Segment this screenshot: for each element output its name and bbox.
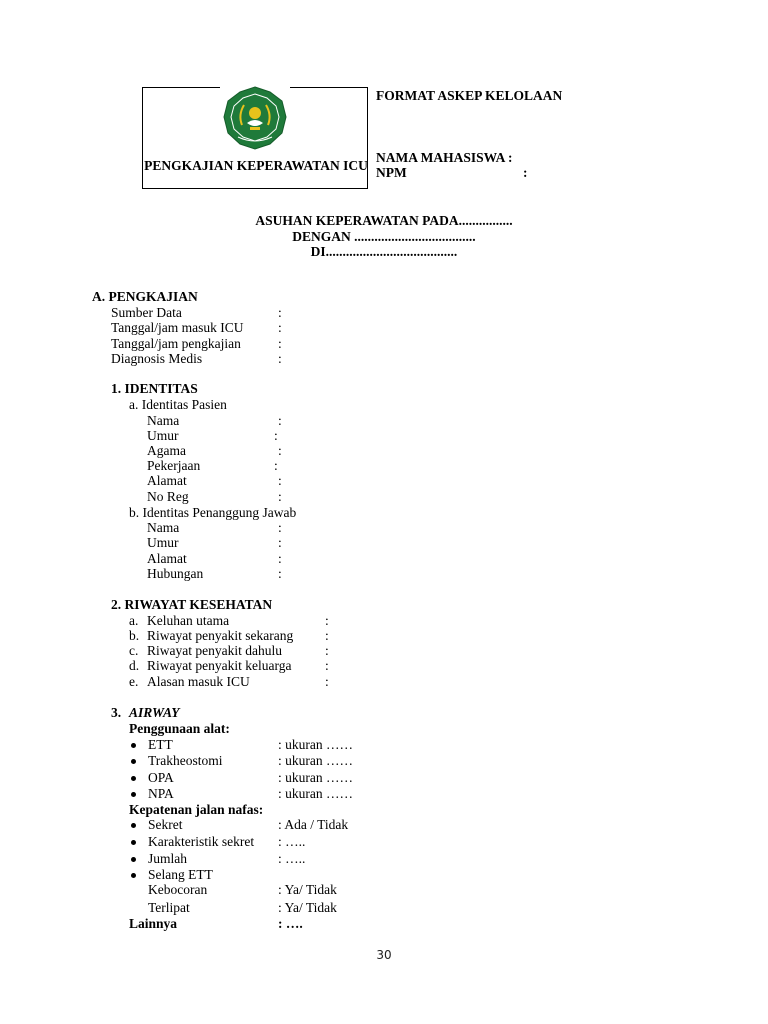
field-label: Sumber Data — [111, 305, 182, 320]
list-value: : ukuran …… — [278, 770, 353, 785]
identitas-pasien-title: a. Identitas Pasien — [129, 397, 227, 412]
list-marker: b. — [129, 628, 140, 643]
field-colon: : — [278, 305, 282, 320]
box-title: PENGKAJIAN KEPERAWATAN ICU — [144, 158, 368, 173]
field-colon: : — [278, 336, 282, 351]
list-label: OPA — [148, 770, 174, 785]
bullet-icon — [131, 776, 136, 781]
sub-label: Kebocoran — [148, 882, 208, 897]
field-colon: : — [278, 566, 282, 581]
riwayat-heading: 2. RIWAYAT KESEHATAN — [111, 597, 273, 612]
field-label: Tanggal/jam masuk ICU — [111, 320, 244, 335]
bullet-icon — [131, 792, 136, 797]
list-label: ETT — [148, 737, 173, 752]
bullet-icon — [131, 840, 136, 845]
npm-colon: : — [523, 165, 528, 180]
lainnya-label: Lainnya — [129, 916, 178, 931]
field-colon: : — [278, 443, 282, 458]
list-value: : ukuran …… — [278, 737, 353, 752]
field-colon: : — [278, 320, 282, 335]
field-label: Agama — [147, 443, 186, 458]
identitas-heading: 1. IDENTITAS — [111, 381, 198, 396]
list-value: : Ada / Tidak — [278, 817, 349, 832]
list-label: NPA — [148, 786, 174, 801]
field-label: Alamat — [147, 473, 187, 488]
field-label: Diagnosis Medis — [111, 351, 203, 366]
penggunaan-alat-title: Penggunaan alat: — [129, 721, 230, 736]
list-label: Keluhan utama — [147, 613, 230, 628]
list-value: : ukuran …… — [278, 753, 353, 768]
list-label: Riwayat penyakit keluarga — [147, 658, 292, 673]
field-label: Pekerjaan — [147, 458, 201, 473]
npm-label: NPM — [376, 165, 407, 180]
field-colon: : — [278, 520, 282, 535]
page-number: 30 — [376, 948, 392, 962]
field-colon: : — [325, 628, 329, 643]
field-colon: : — [278, 473, 282, 488]
bullet-icon — [131, 873, 136, 878]
bullet-icon — [131, 759, 136, 764]
field-colon: : — [325, 643, 329, 658]
list-value: : ….. — [278, 851, 306, 866]
sub-value: : Ya/ Tidak — [278, 882, 337, 897]
bullet-icon — [131, 823, 136, 828]
field-label: Tanggal/jam pengkajian — [111, 336, 241, 351]
airway-heading: AIRWAY — [129, 705, 180, 720]
list-label: Karakteristik sekret — [148, 834, 255, 849]
bullet-icon — [131, 743, 136, 748]
list-label: Trakheostomi — [148, 753, 223, 768]
document-title-line3: DI....................................... — [310, 244, 458, 259]
format-title: FORMAT ASKEP KELOLAAN — [376, 88, 563, 103]
list-label: Riwayat penyakit dahulu — [147, 643, 282, 658]
bullet-icon — [131, 857, 136, 862]
list-marker: a. — [129, 613, 139, 628]
field-label: Umur — [147, 428, 179, 443]
field-colon: : — [278, 351, 282, 366]
field-colon: : — [278, 551, 282, 566]
list-value: : ukuran …… — [278, 786, 353, 801]
sub-value: : Ya/ Tidak — [278, 900, 337, 915]
field-label: Alamat — [147, 551, 187, 566]
field-label: Umur — [147, 535, 179, 550]
student-name-label: NAMA MAHASISWA : — [376, 150, 513, 165]
list-label: Alasan masuk ICU — [147, 674, 250, 689]
field-colon: : — [325, 658, 329, 673]
list-marker: e. — [129, 674, 139, 689]
kepatenan-title: Kepatenan jalan nafas: — [129, 802, 264, 817]
field-colon: : — [274, 428, 278, 443]
field-label: Nama — [147, 413, 180, 428]
list-label: Sekret — [148, 817, 183, 832]
list-value: : ….. — [278, 834, 306, 849]
field-colon: : — [325, 613, 329, 628]
document-title-line2: DENGAN .................................... — [292, 229, 476, 244]
field-colon: : — [274, 458, 278, 473]
field-colon: : — [278, 489, 282, 504]
list-marker: c. — [129, 643, 139, 658]
field-label: No Reg — [147, 489, 189, 504]
lainnya-value: : …. — [278, 916, 303, 931]
field-colon: : — [278, 413, 282, 428]
list-label: Riwayat penyakit sekarang — [147, 628, 294, 643]
section-a-heading: A. PENGKAJIAN — [92, 289, 198, 304]
list-label: Jumlah — [148, 851, 187, 866]
list-marker: d. — [129, 658, 140, 673]
list-label: Selang ETT — [148, 867, 213, 882]
identitas-penanggung-title: b. Identitas Penanggung Jawab — [129, 505, 297, 520]
field-label: Nama — [147, 520, 180, 535]
sub-label: Terlipat — [148, 900, 190, 915]
airway-number: 3. — [111, 705, 122, 720]
university-logo-icon — [220, 85, 290, 153]
field-colon: : — [278, 535, 282, 550]
field-label: Hubungan — [147, 566, 204, 581]
field-colon: : — [325, 674, 329, 689]
document-title-line1: ASUHAN KEPERAWATAN PADA................ — [255, 213, 513, 228]
